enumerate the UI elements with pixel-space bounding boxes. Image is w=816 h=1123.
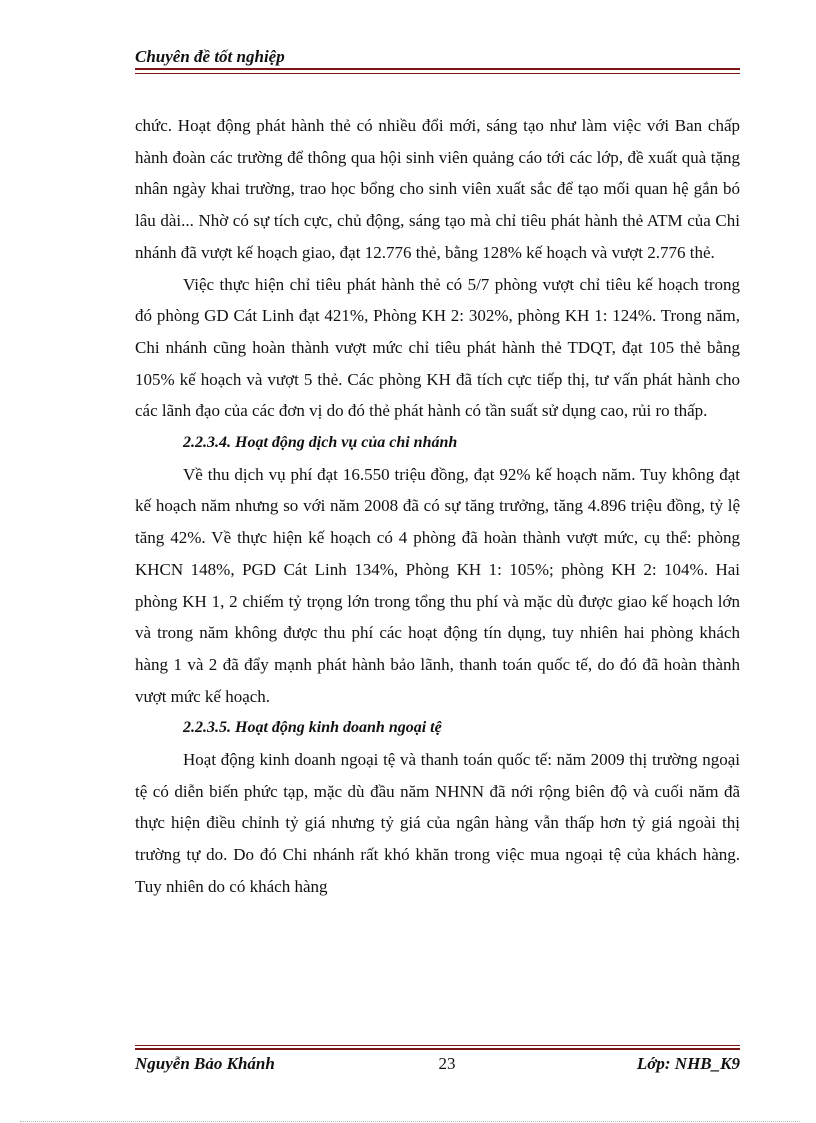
paragraph-1: chức. Hoạt động phát hành thẻ có nhiều đổi mới, sáng tạo như làm việc với Ban chấp hành đoàn các trường để thông qua hội sinh viên quảng cáo tới các lớp, đề xuất quà tặng nhân ngày khai trường, trao học bổng cho sinh viên xuất sắc để tạo mối quan hệ gắn bó lâu dài... Nhờ có sự tích cực, chủ động, sáng tạo mà chỉ tiêu phát hành thẻ ATM của Chi nhánh đã vượt kế hoạch giao, đạt 12.776 thẻ, bằng 128% kế hoạch và vượt 2.776 thẻ. <box>135 116 740 262</box>
footer-divider <box>135 1045 740 1050</box>
section-heading-2-2-3-5: 2.2.3.5. Hoạt động kinh doanh ngoại tệ <box>183 719 442 737</box>
footer <box>135 1054 740 1078</box>
page-number: 23 <box>438 1054 456 1073</box>
body-text <box>135 110 740 903</box>
paragraph-4: Hoạt động kinh doanh ngoại tệ và thanh toán quốc tế: năm 2009 thị trường ngoại tệ có diễn biến phức tạp, mặc dù đầu năm NHNN đã nới rộng biên độ và cuối năm đã thực hiện điều chỉnh tỷ giá nhưng tỷ giá của ngân hàng vẫn thấp hơn tỷ giá ngoài thị trường tự do. Do đó Chi nhánh rất khó khăn trong việc mua ngoại tệ của khách hàng. Tuy nhiên do có khách hàng <box>135 750 740 896</box>
paragraph-2: Việc thực hiện chỉ tiêu phát hành thẻ có 5/7 phòng vượt chỉ tiêu kế hoạch trong đó phòng GD Cát Linh đạt 421%, Phòng KH 2: 302%, phòng KH 1: 124%. Trong năm, Chi nhánh cũng hoàn thành vượt mức chỉ tiêu phát hành thẻ TDQT, đạt 105 thẻ bằng 105% kế hoạch và vượt 5 thẻ. Các phòng KH đã tích cực tiếp thị, tư vấn phát hành cho các lãnh đạo của các đơn vị do đó thẻ phát hành có tần suất sử dụng cao, rủi ro thấp. <box>135 274 740 421</box>
header-divider <box>135 68 740 74</box>
header-title: Chuyên đề tốt nghiệp <box>135 47 285 66</box>
page-bottom-border <box>20 1121 800 1122</box>
section-heading-2-2-3-4: 2.2.3.4. Hoạt động dịch vụ của chi nhánh <box>183 434 458 452</box>
footer-class-label: Lớp: NHB_K9 <box>636 1054 740 1073</box>
paragraph-3: Về thu dịch vụ phí đạt 16.550 triệu đồng, đạt 92% kế hoạch năm. Tuy không đạt kế hoạch năm nhưng so với năm 2008 đã có sự tăng trưởng, tăng 4.896 triệu đồng, tỷ lệ tăng 42%. Về thực hiện kế hoạch có 4 phòng đã hoàn thành vượt mức, cụ thể: phòng KHCN 148%, PGD Cát Linh 134%, Phòng KH 1: 105%; phòng KH 2: 104%. Hai phòng KH 1, 2 chiếm tỷ trọng lớn trong tổng thu phí và mặc dù được giao kế hoạch lớn và trong năm không được thu phí các hoạt động tín dụng, tuy nhiên hai phòng khách hàng 1 và 2 đã đẩy mạnh phát hành bảo lãnh, thanh toán quốc tế, do đó đã hoàn thành vượt mức kế hoạch. <box>135 464 740 706</box>
footer-author: Nguyễn Bảo Khánh <box>135 1054 275 1073</box>
